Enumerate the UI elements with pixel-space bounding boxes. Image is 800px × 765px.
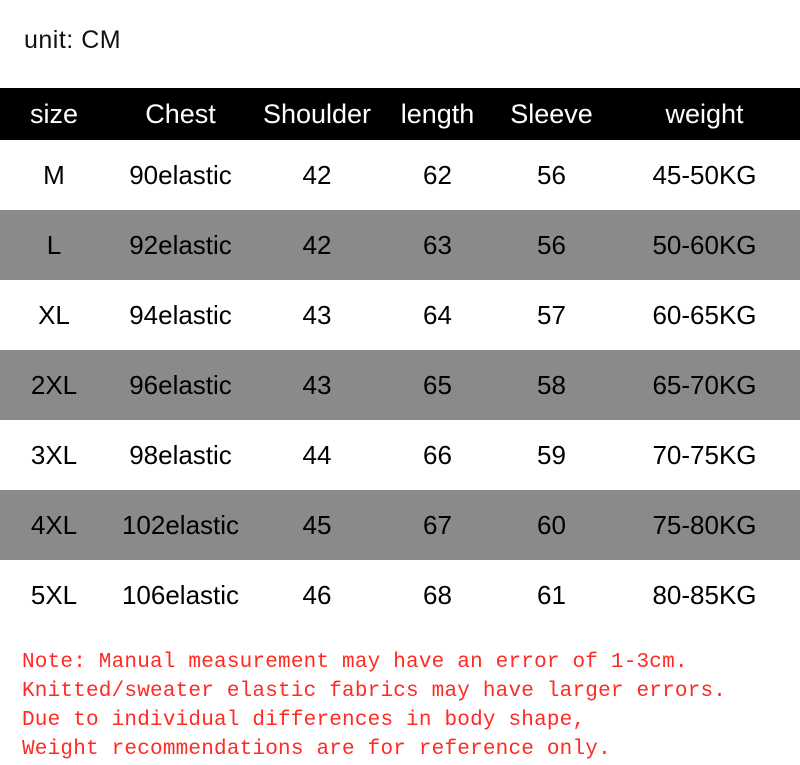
cell-length: 68 (423, 580, 452, 610)
column-header-weight: weight (609, 88, 800, 140)
table-row (0, 350, 800, 420)
cell-chest: 94elastic (129, 300, 232, 330)
cell-sleeve: 60 (537, 510, 566, 540)
table-body (0, 140, 800, 630)
table-header (0, 88, 800, 140)
cell-length: 67 (423, 510, 452, 540)
cell-sleeve: 56 (537, 230, 566, 260)
note-line-2: Knitted/sweater elastic fabrics may have larger errors. (22, 680, 727, 703)
table-row (0, 560, 800, 630)
cell-shoulder: 44 (302, 440, 332, 470)
table-row (0, 210, 800, 280)
note-line-3: Due to individual differences in body shape, (22, 709, 586, 732)
unit-label: unit: CM (24, 26, 122, 54)
cell-weight: 65-70KG (652, 370, 757, 400)
cell-shoulder: 43 (302, 370, 332, 400)
cell-sleeve: 56 (537, 160, 566, 190)
table-header-row (0, 88, 800, 140)
table-row (0, 420, 800, 490)
cell-chest: 90elastic (129, 160, 232, 190)
table-row (0, 140, 800, 210)
cell-sleeve: 59 (537, 440, 566, 470)
cell-chest: 96elastic (129, 370, 232, 400)
cell-size: XL (38, 300, 70, 330)
cell-shoulder: 43 (302, 300, 332, 330)
cell-length: 63 (423, 230, 452, 260)
cell-length: 65 (423, 370, 452, 400)
note-line-1: Note: Manual measurement may have an error of 1-3cm. (22, 651, 688, 674)
cell-length: 66 (423, 440, 452, 470)
cell-weight: 75-80KG (652, 510, 757, 540)
cell-weight: 45-50KG (652, 160, 757, 190)
cell-weight: 50-60KG (652, 230, 757, 260)
cell-weight: 60-65KG (652, 300, 757, 330)
cell-chest: 106elastic (121, 580, 240, 610)
cell-length: 64 (423, 300, 452, 330)
cell-size: L (46, 230, 62, 260)
cell-sleeve: 61 (537, 580, 566, 610)
cell-size: 4XL (30, 510, 78, 540)
column-header-sleeve: Sleeve (494, 88, 609, 140)
cell-chest: 92elastic (129, 230, 232, 260)
cell-size: 5XL (30, 580, 78, 610)
cell-shoulder: 46 (302, 580, 332, 610)
cell-shoulder: 45 (302, 510, 332, 540)
column-header-shoulder: Shoulder (253, 88, 381, 140)
note-line-4: Weight recommendations are for reference only. (22, 738, 611, 761)
cell-sleeve: 57 (537, 300, 566, 330)
table-row (0, 280, 800, 350)
cell-weight: 70-75KG (652, 440, 757, 470)
measurement-note (22, 648, 782, 764)
size-chart-table (0, 88, 800, 630)
cell-shoulder: 42 (302, 160, 332, 190)
cell-sleeve: 58 (537, 370, 566, 400)
cell-shoulder: 42 (302, 230, 332, 260)
table-row (0, 490, 800, 560)
cell-size: 2XL (30, 370, 78, 400)
column-header-length: length (381, 88, 494, 140)
cell-size: M (43, 160, 65, 190)
cell-size: 3XL (30, 440, 78, 470)
column-header-chest: Chest (108, 88, 253, 140)
cell-length: 62 (423, 160, 452, 190)
cell-weight: 80-85KG (652, 580, 757, 610)
cell-chest: 102elastic (121, 510, 240, 540)
cell-chest: 98elastic (129, 440, 232, 470)
column-header-size: size (0, 88, 108, 140)
